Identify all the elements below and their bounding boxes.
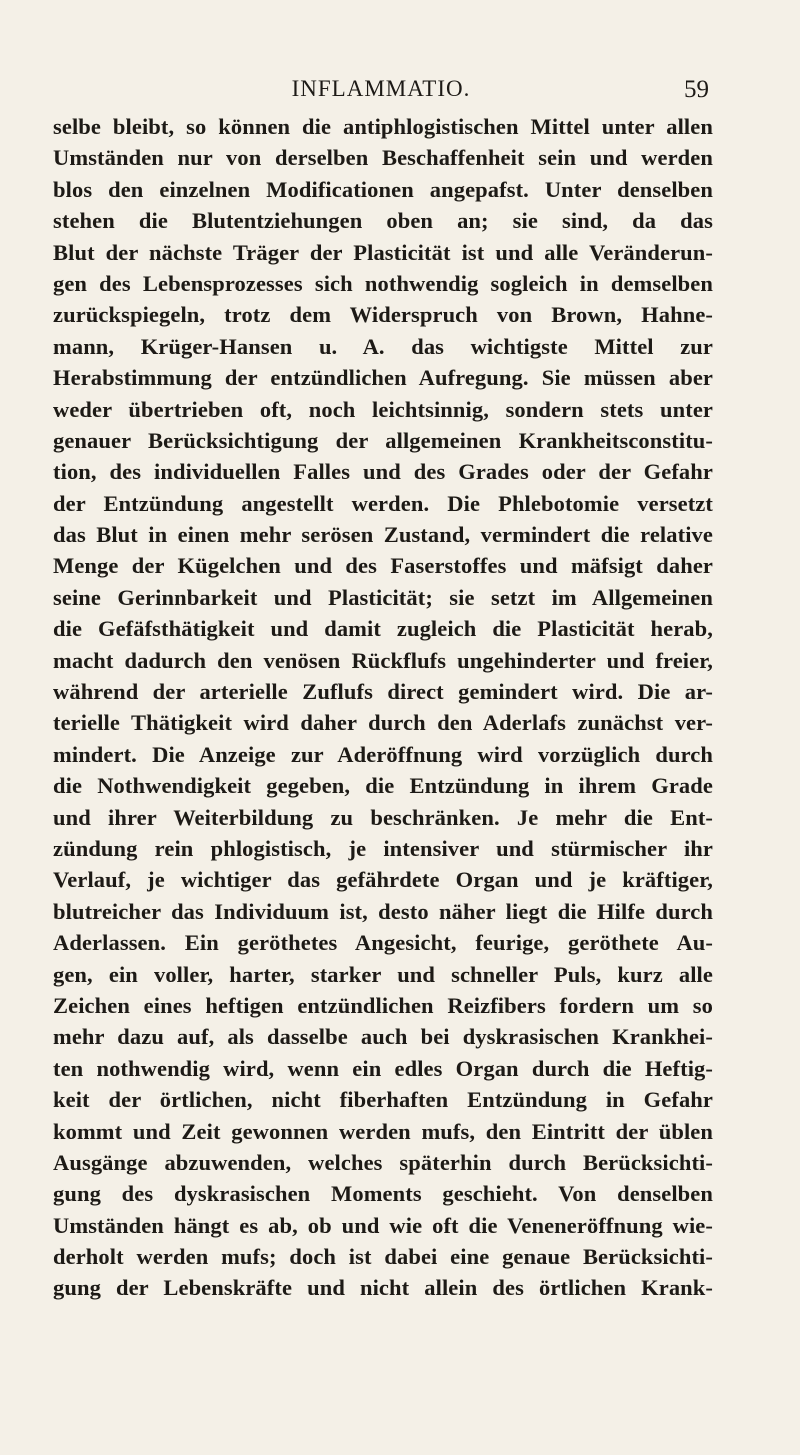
text-line: stehen die Blutentziehungen oben an; sie sind, da das <box>53 208 713 234</box>
text-line: keit der örtlichen, nicht fiberhaften Entzündung in Gefahr <box>53 1087 713 1113</box>
text-line: derholt werden mufs; doch ist dabei eine genaue Berücksichti- <box>53 1244 713 1270</box>
page-number: 59 <box>684 76 709 103</box>
text-line: zündung rein phlogistisch, je intensiver und stürmischer ihr <box>53 835 713 861</box>
text-line: selbe bleibt, so können die antiphlogistischen Mittel unter allen <box>53 114 713 139</box>
text-line: während der arterielle Zuflufs direct gemindert wird. Die ar- <box>53 679 713 705</box>
text-line: Verlauf, je wichtiger das gefährdete Organ und je kräftiger, <box>53 867 713 893</box>
text-line: mehr dazu auf, als dasselbe auch bei dyskrasischen Krankhei- <box>53 1024 713 1050</box>
text-line: Herabstimmung der entzündlichen Aufregung. Sie müssen aber <box>53 365 713 391</box>
text-line: Ausgänge abzuwenden, welches späterhin durch Berücksichti- <box>53 1149 713 1175</box>
text-line: der Entzündung angestellt werden. Die Phlebotomie versetzt <box>53 490 713 516</box>
text-line: genauer Berücksichtigung der allgemeinen Krankheitsconstitu- <box>53 427 713 453</box>
text-line: Blut der nächste Träger der Plasticität ist und alle Veränderun- <box>53 239 713 265</box>
text-line: und ihrer Weiterbildung zu beschränken. Je mehr die Ent- <box>53 804 713 830</box>
text-line: mindert. Die Anzeige zur Aderöffnung wird vorzüglich durch <box>53 741 713 767</box>
text-line: Zeichen eines heftigen entzündlichen Reizfibers fordern um so <box>53 992 713 1018</box>
text-line: gung des dyskrasischen Moments geschieht. Von denselben <box>53 1181 713 1207</box>
text-line: weder übertrieben oft, noch leichtsinnig, sondern stets unter <box>53 396 713 422</box>
running-head <box>53 76 709 110</box>
text-line: Aderlassen. Ein geröthetes Angesicht, feurige, geröthete Au- <box>53 930 713 956</box>
text-line: terielle Thätigkeit wird daher durch den Aderlafs zunächst ver- <box>53 710 713 736</box>
text-line: Umständen hängt es ab, ob und wie oft die Veneneröffnung wie- <box>53 1212 713 1238</box>
text-line: gen des Lebensprozesses sich nothwendig sogleich in demselben <box>53 270 713 296</box>
text-line: die Nothwendigkeit gegeben, die Entzündung in ihrem Grade <box>53 773 713 799</box>
text-line: Umständen nur von derselben Beschaffenheit sein und werden <box>53 145 713 171</box>
text-line: gen, ein voller, harter, starker und schneller Puls, kurz alle <box>53 961 713 987</box>
text-line: blutreicher das Individuum ist, desto näher liegt die Hilfe durch <box>53 898 713 924</box>
text-line: kommt und Zeit gewonnen werden mufs, den Eintritt der üblen <box>53 1118 713 1144</box>
text-line: Menge der Kügelchen und des Faserstoffes und mäfsigt daher <box>53 553 713 579</box>
text-line: tion, des individuellen Falles und des Grades oder der Gefahr <box>53 459 713 485</box>
body-text <box>53 111 713 1304</box>
text-line: gung der Lebenskräfte und nicht allein des örtlichen Krank- <box>53 1275 713 1301</box>
text-line: blos den einzelnen Modificationen angepafst. Unter denselben <box>53 176 713 202</box>
text-line: macht dadurch den venösen Rückflufs ungehinderter und freier, <box>53 647 713 673</box>
text-line: seine Gerinnbarkeit und Plasticität; sie setzt im Allgemeinen <box>53 584 713 610</box>
text-line: das Blut in einen mehr serösen Zustand, vermindert die relative <box>53 522 713 548</box>
text-line: die Gefäfsthätigkeit und damit zugleich die Plasticität herab, <box>53 616 713 642</box>
text-line: mann, Krüger-Hansen u. A. das wichtigste Mittel zur <box>53 333 713 359</box>
text-line: ten nothwendig wird, wenn ein edles Organ durch die Heftig- <box>53 1055 713 1081</box>
running-title: INFLAMMATIO. <box>291 76 471 101</box>
text-line: zurückspiegeln, trotz dem Widerspruch von Brown, Hahne- <box>53 302 713 328</box>
